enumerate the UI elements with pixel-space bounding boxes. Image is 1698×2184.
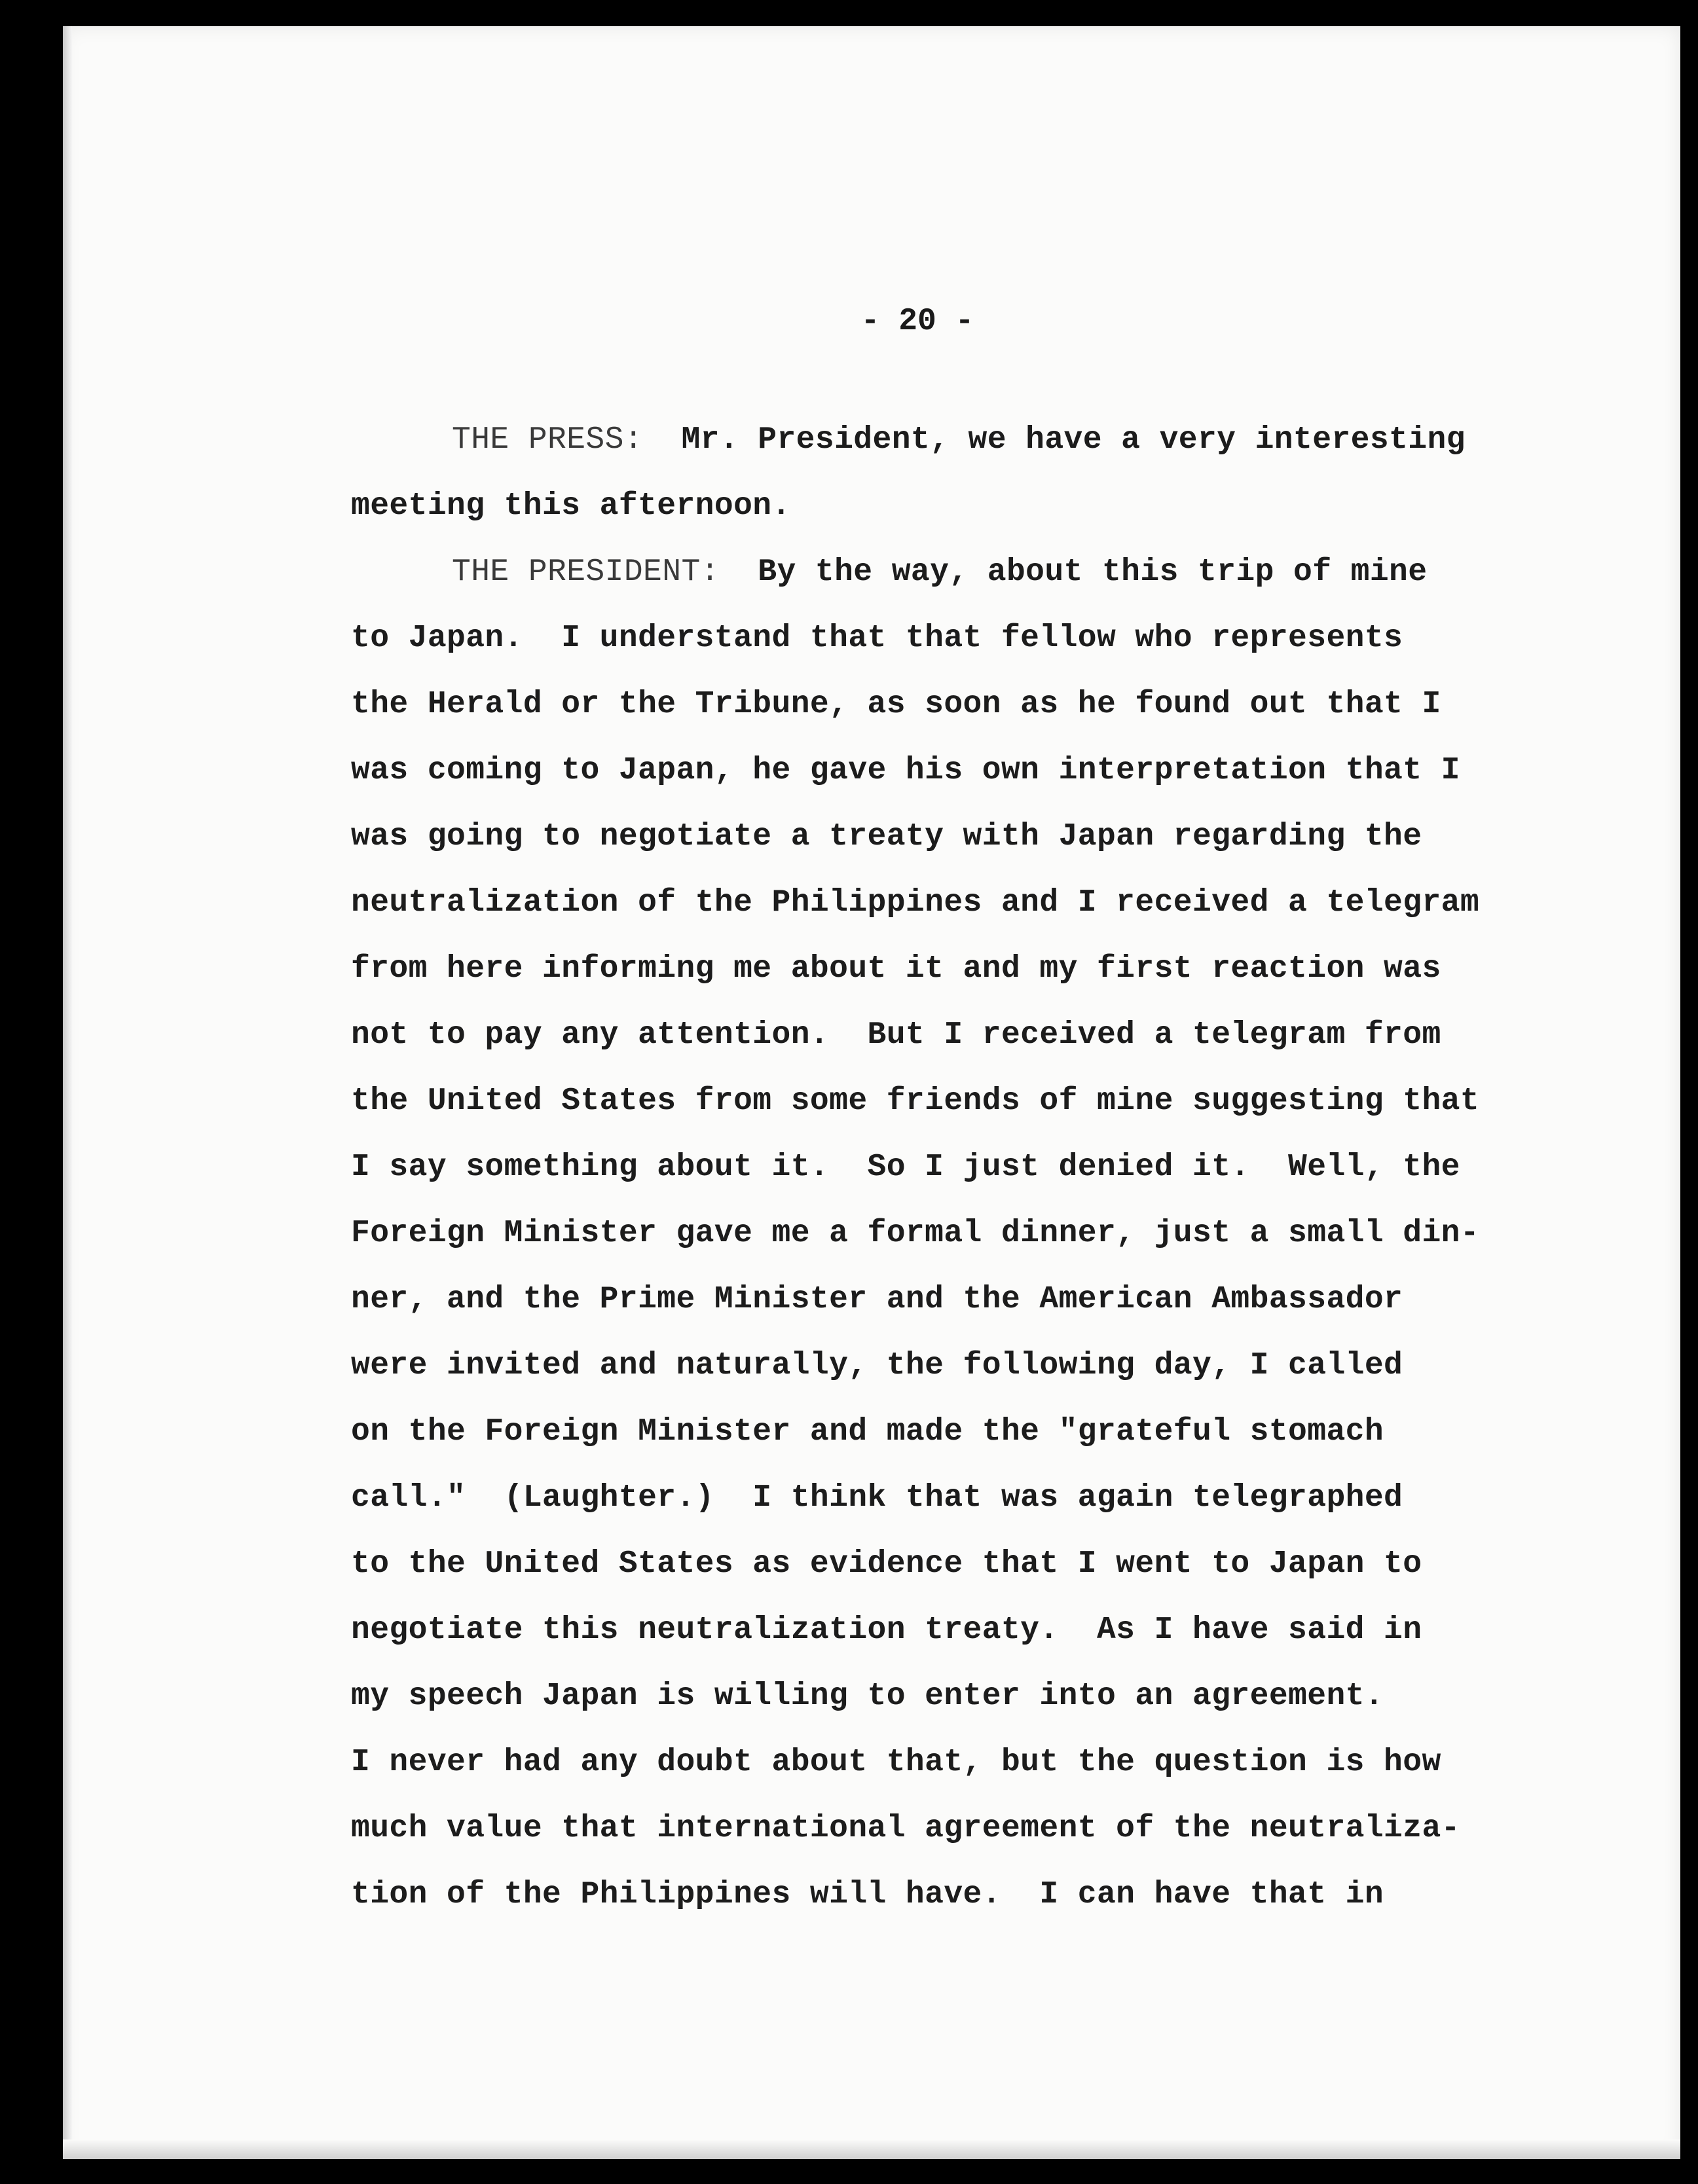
transcript-line: call." (Laughter.) I think that was again telegraphed	[351, 1480, 1403, 1516]
transcript-line: tion of the Philippines will have. I can have that in	[351, 1877, 1384, 1912]
transcript-body	[351, 407, 1608, 1928]
transcript-line: to the United States as evidence that I went to Japan to	[351, 1546, 1422, 1582]
line-text: Mr. President, we have a very interesting	[643, 422, 1466, 458]
transcript-line: on the Foreign Minister and made the "grateful stomach	[351, 1414, 1384, 1449]
transcript-line: meeting this afternoon.	[351, 488, 791, 524]
transcript-line: not to pay any attention. But I received a telegram from	[351, 1017, 1441, 1053]
speaker-label: THE PRESIDENT:	[452, 555, 720, 590]
transcript-line: negotiate this neutralization treaty. As I have said in	[351, 1612, 1422, 1648]
transcript-line	[351, 539, 1608, 606]
page-edge-bottom	[63, 2139, 1680, 2159]
transcript-line: I say something about it. So I just denied it. Well, the	[351, 1150, 1460, 1185]
document-page	[63, 26, 1680, 2159]
transcript-line: my speech Japan is willing to enter into an agreement.	[351, 1679, 1384, 1714]
page-number: - 20 -	[860, 304, 974, 339]
transcript-line: I never had any doubt about that, but the question is how	[351, 1745, 1441, 1780]
speaker-label: THE PRESS:	[452, 422, 644, 458]
transcript-line: was coming to Japan, he gave his own interpretation that I	[351, 753, 1460, 788]
transcript-line: the United States from some friends of mine suggesting that	[351, 1083, 1480, 1119]
line-text: By the way, about this trip of mine	[719, 555, 1428, 590]
transcript-line: ner, and the Prime Minister and the American Ambassador	[351, 1282, 1403, 1317]
transcript-line: neutralization of the Philippines and I received a telegram	[351, 885, 1480, 920]
transcript-line: from here informing me about it and my first reaction was	[351, 951, 1441, 987]
transcript-line: the Herald or the Tribune, as soon as he found out that I	[351, 687, 1441, 722]
transcript-line	[351, 407, 1608, 473]
transcript-line: was going to negotiate a treaty with Japan regarding the	[351, 819, 1422, 854]
transcript-line: Foreign Minister gave me a formal dinner, just a small din-	[351, 1216, 1480, 1251]
transcript-line: to Japan. I understand that that fellow who represents	[351, 621, 1403, 656]
page-edge-left	[63, 26, 72, 2159]
transcript-line: much value that international agreement of the neutraliza-	[351, 1811, 1460, 1846]
transcript-line: were invited and naturally, the following day, I called	[351, 1348, 1403, 1383]
